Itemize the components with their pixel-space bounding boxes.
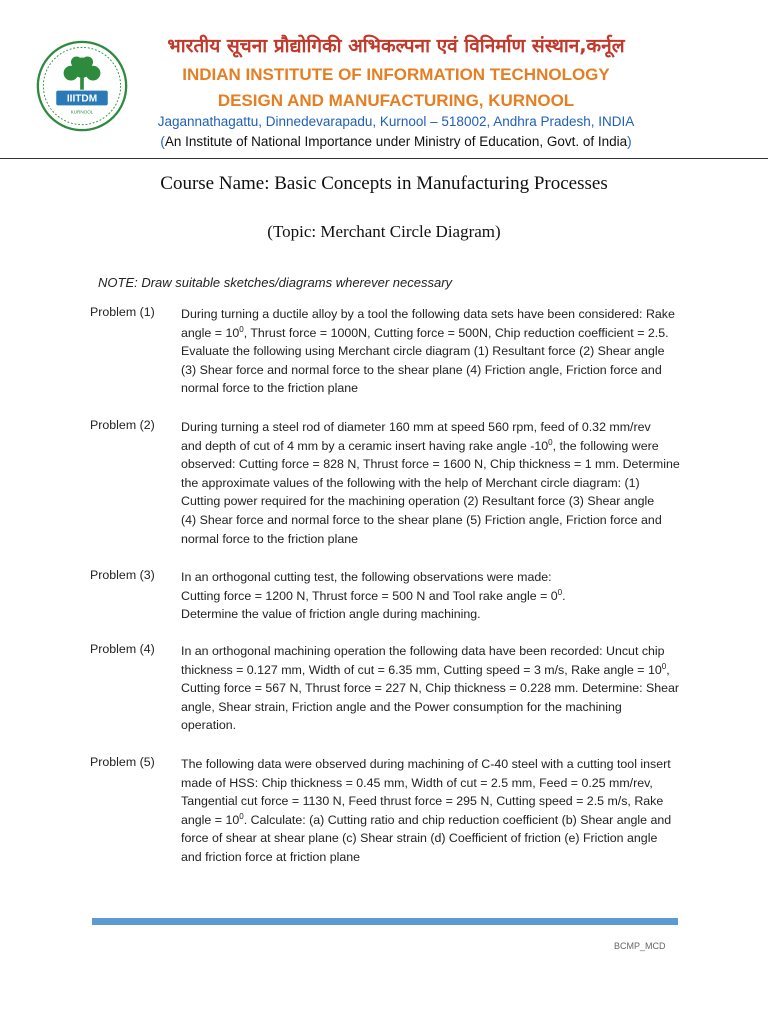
footer-code: BCMP_MCD <box>614 941 666 951</box>
problem-line: angle, Shear strain, Friction angle and the Power consumption for the machining <box>181 699 622 714</box>
problem-line: Evaluate the following using Merchant circle diagram (1) Resultant force (2) Shear angle <box>181 344 665 359</box>
tagline-text: An Institute of National Importance under Ministry of Education, Govt. of India <box>164 134 628 149</box>
degree-superscript: 0 <box>239 811 244 821</box>
tagline-open-paren: ( <box>160 134 165 149</box>
problem-line: (4) Shear force and normal force to the shear plane (5) Friction angle, Friction force and <box>181 512 662 527</box>
problem-label: Problem (2) <box>90 418 155 432</box>
problem-line: Tangential cut force = 1130 N, Feed thrust force = 295 N, Cutting speed = 2.5 m/s, Rake <box>181 794 664 809</box>
problem-text <box>181 418 680 548</box>
problem-line: observed: Cutting force = 828 N, Thrust force = 1600 N, Chip thickness = 1 mm. Determine <box>181 457 680 472</box>
problem-line: (3) Shear force and normal force to the shear plane (4) Friction angle, Friction force and <box>181 362 662 377</box>
problem-line: thickness = 0.127 mm, Width of cut = 6.35 mm, Cutting speed = 3 m/s, Rake angle = $10^0$, <box>181 661 670 677</box>
problem-text <box>181 642 680 735</box>
tagline-close-paren: ) <box>627 134 632 149</box>
problem-label: Problem (5) <box>90 755 155 769</box>
institute-tagline <box>120 134 672 149</box>
instruction-note: NOTE: Draw suitable sketches/diagrams wherever necessary <box>98 275 453 290</box>
problem-line: angle = $10^0$. Calculate: (a) Cutting ratio and chip reduction coefficient (b) Shear angle and <box>181 811 672 827</box>
problem-line: and friction force at friction plane <box>181 849 361 864</box>
problem-label: Problem (1) <box>90 305 155 319</box>
logo-text: IIITDM <box>66 93 98 105</box>
problem-line: the approximate values of the following with the help of Merchant circle diagram: (1) <box>181 475 640 490</box>
problem-label: Problem (4) <box>90 642 155 656</box>
problem-text <box>181 755 677 867</box>
problem-line: Cutting force = 567 N, Thrust force = 227 N, Chip thickness = 0.228 mm. Determine: Shear <box>181 681 680 696</box>
topic-title: (Topic: Merchant Circle Diagram) <box>267 222 501 241</box>
problem-line: Cutting force = 1200 N, Thrust force = 500 N and Tool rake angle = $0^0$. <box>181 587 566 603</box>
problem-label: Problem (3) <box>90 568 155 582</box>
problem-line: In an orthogonal machining operation the following data have been recorded: Uncut chip <box>181 644 665 658</box>
problem-line: During turning a steel rod of diameter 160 mm at speed 560 rpm, feed of 0.32 mm/rev <box>181 420 651 434</box>
problem-line: Determine the value of friction angle during machining. <box>181 607 481 622</box>
institute-name-line2: DESIGN AND MANUFACTURING, KURNOOL <box>217 91 575 110</box>
letterhead <box>0 0 768 160</box>
iiitdm-logo-icon <box>36 40 128 132</box>
problem-line: and depth of cut of 4 mm by a ceramic insert having rake angle $-10^0$, the following were <box>181 437 659 453</box>
institute-address: Jagannathagattu, Dinnedevarapadu, Kurnool – 518002, Andhra Pradesh, INDIA <box>157 114 635 129</box>
degree-superscript: 0 <box>548 437 553 447</box>
problem-line: normal force to the friction plane <box>181 381 359 396</box>
problem-line: During turning a ductile alloy by a tool the following data sets have been considered: Rake <box>181 307 675 321</box>
problem-line: angle = $10^0$, Thrust force = 1000N, Cutting force = 500N, Chip reduction coefficient = 2.5. <box>181 324 669 340</box>
problem-text <box>181 568 677 624</box>
problem-line: made of HSS: Chip thickness = 0.45 mm, Width of cut = 2.5 mm, Feed = 0.25 mm/rev, <box>181 775 653 790</box>
problem-text <box>181 305 677 398</box>
header-divider <box>0 158 768 159</box>
logo-subtext: KURNOOL <box>70 109 94 115</box>
course-title: Course Name: Basic Concepts in Manufacturing Processes <box>160 173 608 194</box>
problem-line: In an orthogonal cutting test, the following observations were made: <box>181 570 552 584</box>
institute-name-line1: INDIAN INSTITUTE OF INFORMATION TECHNOLOGY <box>182 65 610 84</box>
footer-bar <box>92 918 678 925</box>
problem-line: operation. <box>181 718 237 733</box>
problem-line: The following data were observed during machining of C-40 steel with a cutting tool insert <box>181 757 671 771</box>
problem-line: Cutting power required for the machining operation (2) Resultant force (3) Shear angle <box>181 494 655 509</box>
degree-superscript: 0 <box>661 661 667 671</box>
problem-line: normal force to the friction plane <box>181 531 359 546</box>
problem-line: force of shear at shear plane (c) Shear strain (d) Coefficient of friction (e) Friction angle <box>181 831 658 846</box>
degree-superscript: 0 <box>239 324 244 334</box>
institute-name-hindi: भारतीय सूचना प्रौद्योगिकी अभिकल्पना एवं विनिर्माण संस्थान,कर्नूल <box>167 35 625 57</box>
degree-superscript: 0 <box>557 587 563 597</box>
